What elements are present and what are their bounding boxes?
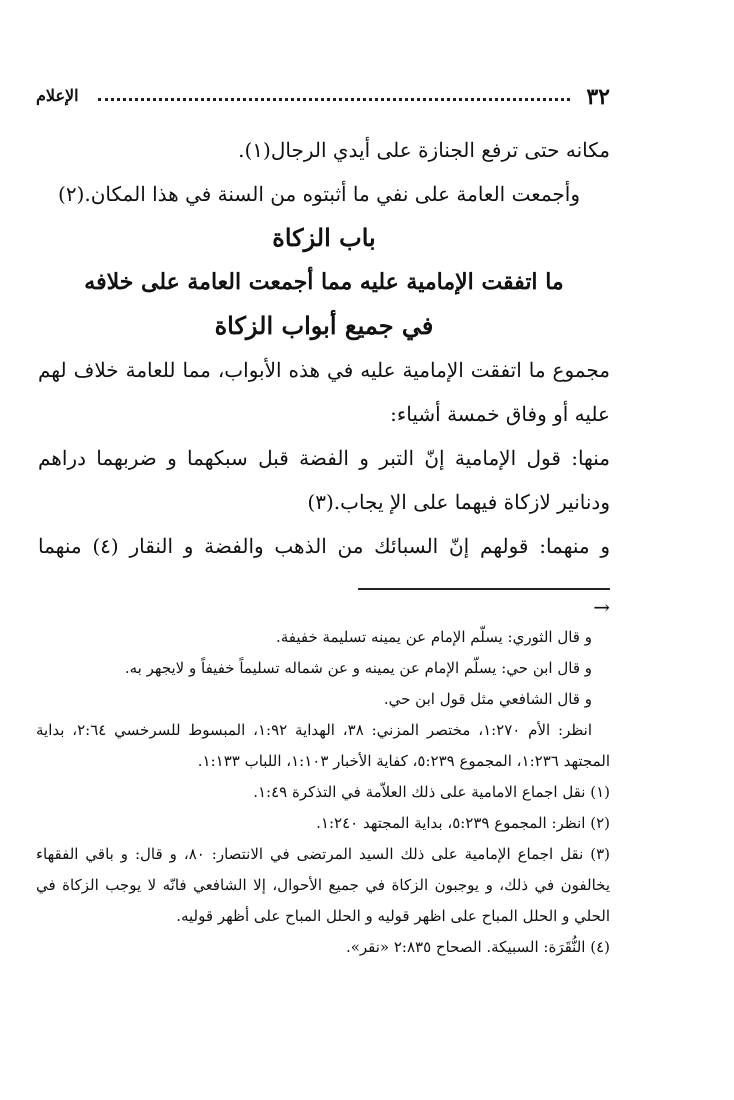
page-header (36, 84, 610, 112)
footnote-line: و قال الثوري: يسلّم الإمام عن يمينه تسليمة خفيفة. (275, 628, 592, 646)
footnote-line: انظر: الأم ١:٢٧٠، مختصر المزني: ٣٨، الهداية ١:٩٢، المبسوط للسرخسي ٢:٦٤، بداية (36, 721, 592, 739)
running-title: الإعلام (36, 86, 79, 105)
body-line: منها: قول الإمامية إنّ التبر و الفضة قبل سبكهما و ضربهما دراهم (38, 446, 610, 470)
footnote-line: (٢) انظر: المجموع ٥:٢٣٩، بداية المجتهد ١:٢٤٠. (316, 814, 610, 832)
chapter-heading: باب الزكاة (272, 223, 376, 252)
footnote-separator (358, 588, 610, 590)
page-number: ٣٢ (586, 84, 610, 110)
footnote-line: (٣) نقل اجماع الإمامية على ذلك السيد المرتضى في الانتصار: ٨٠، و قال: و باقي الفقهاء (36, 845, 611, 863)
body-line: عليه أو وفاق خمسة أشياء: (390, 402, 610, 426)
section-subheading: في جميع أبواب الزكاة (214, 311, 434, 340)
body-line: ودنانير لازكاة فيهما على الإ يجاب.(٣) (307, 490, 610, 514)
footnote-line: الحلي و الحلل المباح على اظهر قوليه و الحلل المباح على أظهر قوليه. (176, 907, 610, 925)
footnote-line: (١) نقل اجماع الامامية على ذلك العلاّمة في التذكرة ١:٤٩. (253, 783, 610, 801)
footnote-line: و قال ابن حي: يسلّم الإمام عن يمينه و عن شماله تسليماً خفيفاً و لايجهر به. (124, 659, 592, 677)
body-line: وأجمعت العامة على نفي ما أثبتوه من السنة في هذا المكان.(٢) (58, 182, 580, 206)
footnote-line: و قال الشافعي مثل قول ابن حي. (383, 690, 592, 708)
section-heading: ما اتفقت الإمامية عليه مما أجمعت العامة على خلافه (84, 269, 564, 295)
footnote-line: المجتهد ١:٢٣٦، المجموع ٥:٢٣٩، كفاية الأخبار ١:١٠٣، اللباب ١:١٣٣. (197, 752, 610, 770)
body-line: مجموع ما اتفقت الإمامية عليه في هذه الأبواب، مما للعامة خلاف لهم (38, 358, 610, 382)
main-text (38, 128, 610, 568)
body-line: مكانه حتى ترفع الجنازة على أيدي الرجال(١). (238, 138, 610, 162)
footnote-line: (٤) النُّقَرَة: السبيكة. الصحاح ٢:٨٣٥ «نقر». (345, 938, 610, 956)
footnotes (36, 622, 610, 963)
continuation-arrow-icon: → (593, 595, 610, 619)
header-dotted-leader (98, 98, 570, 101)
footnote-line: يخالفون في ذلك، و يوجبون الزكاة في جميع الأحوال، إلا الشافعي فانّه لا يوجب الزكاة في (36, 876, 610, 894)
body-line: و منهما: قولهم إنّ السبائك من الذهب والفضة و النقار (٤) منهما (38, 534, 610, 558)
